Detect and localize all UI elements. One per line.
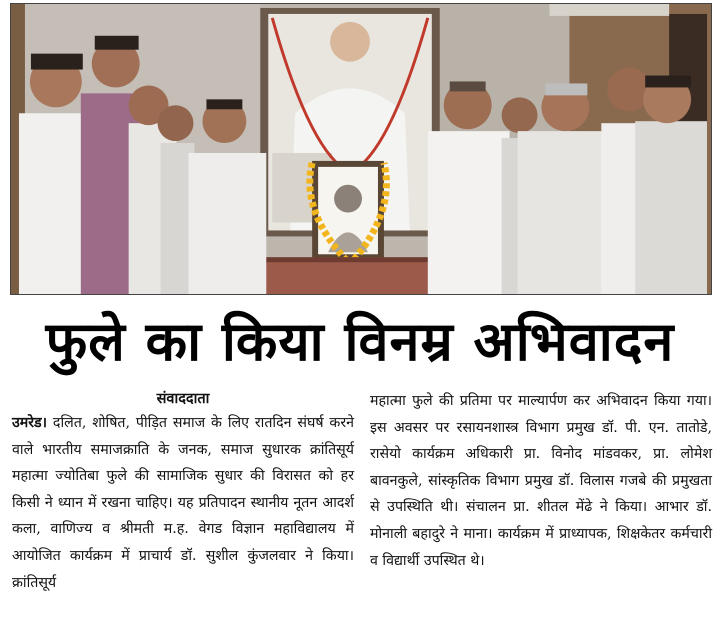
article-column-left (12, 388, 354, 596)
dateline: उमरेड। (12, 415, 48, 431)
headline: फुले का किया विनम्र अभिवादन (45, 310, 675, 373)
news-photo (10, 3, 712, 295)
byline: संवाददाता (156, 391, 210, 407)
article-column-right (370, 388, 712, 574)
article-paragraph-left (12, 410, 354, 596)
article-text-right: महात्मा फुले की प्रतिमा पर माल्यार्पण कर अभिवादन किया गया। इस अवसर पर रसायनशास्त्र विभाग प्रमुख डॉ. पी. एन. तातोडे, रासेयो कार्यक्रम अधिकारी प्रा. विनोद मांडवकर, प्रा. लोमेश बावनकुले, सांस्कृतिक विभाग प्रमुख डॉ. विलास गजबे की प्रमुखता से उपस्थिति थी। संचालन प्रा. शीतल मेंढे ने किया। आभार डॉ. मोनाली बहादुरे ने माना। कार्यक्रम में प्राध्यापक, शिक्षकेतर कर्मचारी व विद्यार्थी उपस्थित थे। (370, 393, 712, 569)
article-text-left: दलित, शोषित, पीड़ित समाज के लिए रातदिन संघर्ष करने वाले भारतीय समाजक्राति के जनक, समाज सुधारक क्रांतिसूर्य महात्मा ज्योतिबा फुले की सामाजिक सुधार की विरासत को हर किसी ने ध्यान में रखना चाहिए। यह प्रतिपादन स्थानीय नूतन आदर्श कला, वाणिज्य व श्रीमती म.ह. वेगड विज्ञान महाविद्यालय में आयोजित कार्यक्रम में प्राचार्य डॉ. सुशील कुंजलवार ने किया। क्रांतिसूर्य (12, 415, 354, 591)
